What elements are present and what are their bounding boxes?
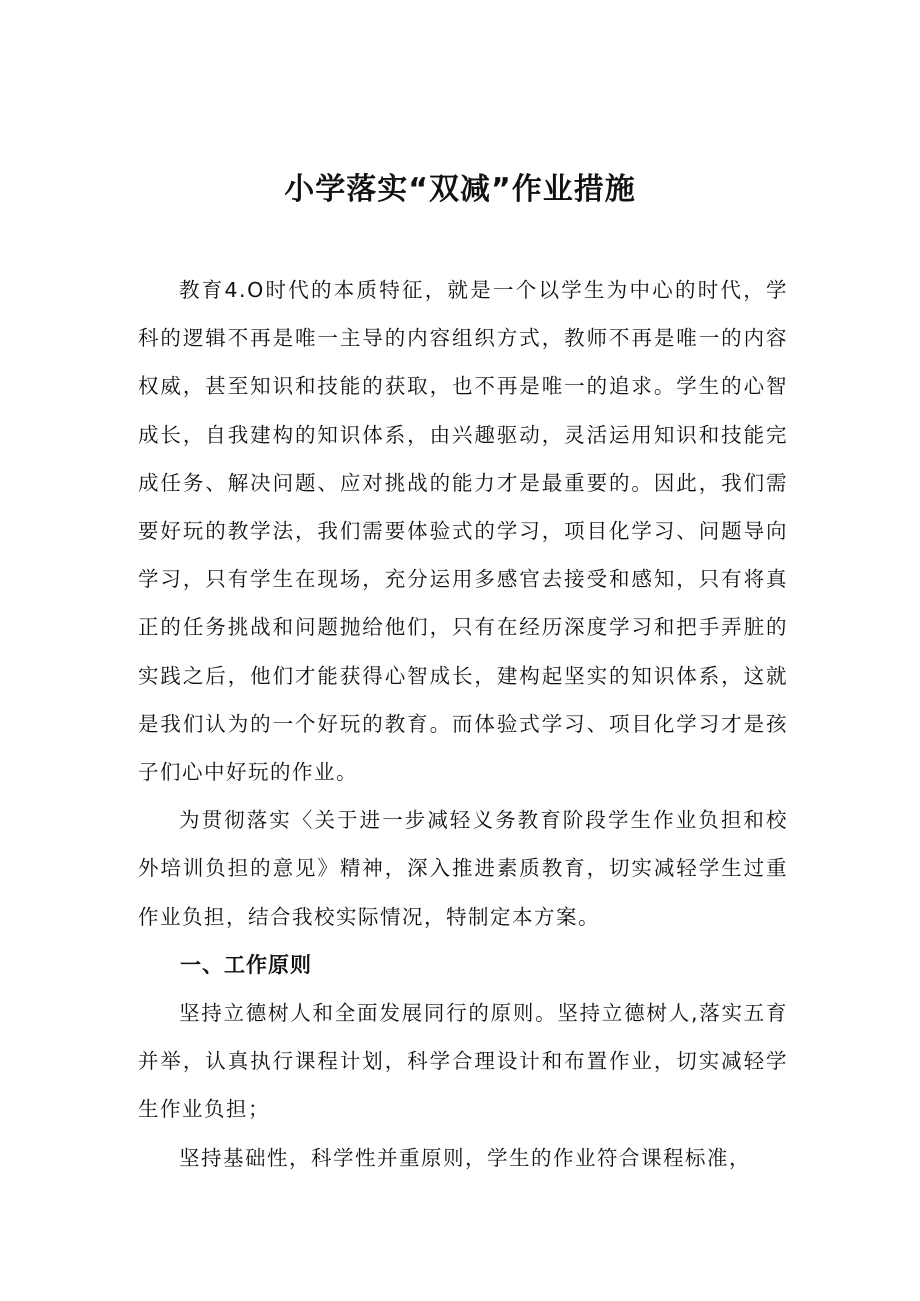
principle-paragraph-2: 坚持基础性，科学性并重原则，学生的作业符合课程标准， <box>179 1145 751 1170</box>
section-heading-work-principles: 一、工作原则 <box>180 952 312 977</box>
intro-paragraph-1: 教育4.O时代的本质特征，就是一个以学生为中心的时代，学科的逻辑不再是唯一主导的内容组织方式，教师不再是唯一的内容权威，甚至知识和技能的获取，也不再是唯一的追求。学生的心智成长，自我建构的知识体系，由兴趣驱动，灵活运用知识和技能完成任务、解决问题、应对挑战的能力才是最重要的。因此，我们需要好玩的教学法，我们需要体验式的学习，项目化学习、问题导向学习，只有学生在现场，充分运用多感官去接受和感知，只有将真正的任务挑战和问题抛给他们，只有在经历深度学习和把手弄脏的实践之后，他们才能获得心智成长，建构起坚实的知识体系，这就是我们认为的一个好玩的教育。而体验式学习、项目化学习才是孩子们心中好玩的作业。 <box>138 278 788 785</box>
document-title: 小学落实“双减”作业措施 <box>284 172 636 207</box>
principle-paragraph-1: 坚持立德树人和全面发展同行的原则。坚持立德树人,落实五育并举，认真执行课程计划，科学合理设计和布置作业，切实减轻学生作业负担； <box>138 1001 788 1122</box>
intro-paragraph-2: 为贯彻落实〈关于进一步减轻义务教育阶段学生作业负担和校外培训负担的意见》精神，深入推进素质教育，切实减轻学生过重作业负担，结合我校实际情况，特制定本方案。 <box>138 808 788 929</box>
document-body <box>138 266 788 1182</box>
